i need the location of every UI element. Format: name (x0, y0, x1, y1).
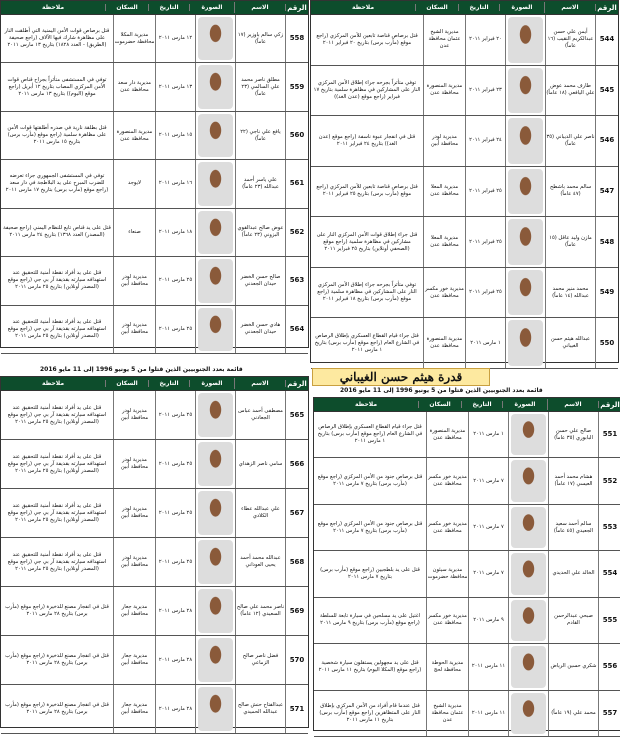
cell-name: هادي حسن الخضر حيدان الجعدني (236, 306, 286, 353)
column-name: الاسم (235, 4, 286, 11)
cell-note: قتل في انفجار عبوة ناسفة (راجع موقع (عدن الغد)) بتاريخ ٢٤ فبراير ٢٠١١ (311, 116, 424, 166)
cell-num: 568 (289, 557, 305, 566)
portrait-photo (509, 598, 549, 643)
column-date: التاريخ (149, 380, 190, 387)
cell-name: زكي سالم باوزير (١٧ عاماً) (236, 15, 286, 62)
cell-name: علي عبدالله عطاء الكلادي (236, 489, 286, 537)
portrait-photo (196, 587, 236, 635)
cell-note: قتل بطلقة نارية في صدره أطلقتها قوات الأمن على مظاهرة سلمية (راجع موقع (مأرب برس) بتاريخ ١٥ مارس ٢٠١١ (1, 112, 114, 159)
portrait-image (511, 646, 546, 687)
cell-date: ٢٨ مارس ٢٠١١ (156, 685, 196, 733)
column-photo: الصورة (190, 2, 235, 13)
column-note: ملاحظة (314, 401, 419, 408)
cell-residence: مديرية المعلا محافظة عدن (424, 217, 466, 267)
cell-date: ٢٨ مارس ٢٠١١ (156, 636, 196, 684)
cell-name: سالم أحمد سعيد الجعيدي (٤٥ عاماً) (549, 505, 599, 550)
cell-note: توفي متأثراً بجرحه جراء إطلاق الأمن المركزي النار على المشاركين في مظاهرة سلمية (راجع موقع (مأرب برس) بتاريخ ١٨ فبراير ٢٠١١ (311, 268, 424, 318)
cell-note: قتل جراء قيام القطاع العسكري بإطلاق الرصاص في الشارع العام (راجع موقع (مأرب برس) بتاريخ ١ مارس ٢٠١١ (311, 318, 424, 368)
portrait-image (198, 638, 233, 682)
cell-residence: مديرية لودر محافظة أبين (114, 538, 156, 586)
table-top-left (0, 0, 309, 348)
cell-residence: مديرية جعار محافظة أبين (114, 636, 156, 684)
table-title-right: قائمة بعدد الجنوبيين الذين قتلوا من 5 يونيو 1996 إلى 11 مايو 2016 (340, 387, 543, 394)
cell-name: سالم محمد باشطح (٤٧ عاماً) (546, 167, 596, 217)
cell-date: ٢٥ فبراير ٢٠١١ (466, 268, 506, 318)
cell-num: 571 (289, 704, 305, 713)
portrait-photo (506, 15, 546, 65)
cell-residence: مديرية لودر محافظة أبين (114, 440, 156, 488)
cell-name: عبدالله هيثم حسن الغيباني (546, 318, 596, 368)
table-header (311, 1, 618, 15)
table-row (1, 257, 308, 305)
column-number: الرقم (287, 3, 307, 12)
cell-name: عبدالفتاح حنش صالح عبدالله الحميدي (236, 685, 286, 733)
cell-note: قتل على يد قناص تابع للنظام اليمني (راجع صحيفة (المصدر) العدد ١٣٦٨) بتاريخ ٢٤ مارس ٢٠١١ (1, 209, 114, 256)
portrait-image (508, 17, 543, 63)
column-date: التاريخ (149, 4, 190, 11)
table-row (1, 440, 308, 489)
table-row (1, 15, 308, 63)
cell-note: قتل في انفجار مصنع للذخيرة (راجع موقع (مأرب برس) بتاريخ ٢٨ مارس ٢٠١١ (1, 587, 114, 635)
cell-note: قتل على يد أفراد نقطة أمنية للتحقيق عند استهدافه سيارته بقذيفة آر بي جي (راجع موقع (المصدر أونلاين) بتاريخ ٢٥ مارس ٢٠١١ (1, 257, 114, 304)
table-header (314, 398, 620, 412)
cell-date: ١١ مارس ٢٠١١ (469, 691, 509, 736)
cell-name: سامي ناصر الزهداي (236, 440, 286, 488)
portrait-photo (509, 551, 549, 596)
cell-date: ٧ مارس ٢٠١١ (469, 458, 509, 503)
cell-note: قتل على يد بلطجيين (راجع موقع (مأرب برس) بتاريخ ٧ مارس ٢٠١١ (314, 551, 427, 596)
cell-date: ١١ مارس ٢٠١١ (469, 644, 509, 689)
table-top-right (310, 0, 619, 363)
cell-residence: مديرية جعار محافظة أبين (114, 685, 156, 733)
column-note: ملاحظة (311, 4, 416, 11)
table-row (1, 636, 308, 685)
table-row (314, 505, 620, 551)
cell-date: ١٨ مارس ٢٠١١ (156, 209, 196, 256)
portrait-image (511, 507, 546, 548)
cell-residence: صنعاء (114, 209, 156, 256)
portrait-photo (506, 318, 546, 368)
cell-note: قتل على يد أفراد نقطة أمنية للتحقيق عند استهدافه سيارته بقذيفة آر بي جي (راجع موقع (المصدر أونلاين) بتاريخ ٢٥ مارس ٢٠١١ (1, 440, 114, 488)
column-number: الرقم (287, 379, 307, 388)
cell-residence: مديرية خور مكسر محافظة عدن (427, 505, 469, 550)
portrait-photo (196, 209, 236, 256)
portrait-photo (196, 538, 236, 586)
portrait-photo (506, 116, 546, 166)
cell-num: 562 (289, 227, 305, 236)
portrait-image (511, 553, 546, 594)
cell-note: قتل جراء إطلاق قوات الأمن المركزي النار على مشاركين في مظاهرة سلمية (راجع موقع (الصحفي أونلاين) بتاريخ ٢٥ فبراير ٢٠١١ (311, 217, 424, 267)
table-row (1, 685, 308, 734)
table-row (1, 489, 308, 538)
cell-note: قتل برصاص جنود من الأمن المركزي (راجع موقع (مأرب برس) بتاريخ ٧ مارس ٢٠١١ (314, 458, 427, 503)
cell-date: ٢٥ فبراير ٢٠١١ (466, 217, 506, 267)
cell-residence: مديرية لودر محافظة أبين (114, 257, 156, 304)
table-row (1, 391, 308, 440)
portrait-image (198, 491, 233, 535)
portrait-photo (506, 217, 546, 267)
table-row (1, 112, 308, 160)
table-row (311, 116, 618, 167)
cell-num: 552 (602, 476, 618, 485)
portrait-image (198, 114, 233, 157)
table-row (1, 538, 308, 587)
cell-num: 561 (289, 179, 305, 188)
cell-date: ٩ مارس ٢٠١١ (469, 598, 509, 643)
cell-num: 564 (289, 324, 305, 333)
column-name: الاسم (235, 380, 286, 387)
cell-num: 551 (602, 430, 618, 439)
table-row (314, 412, 620, 458)
cell-name: محمد منير محمد عبدالله (١٤ عاماً) (546, 268, 596, 318)
cell-num: 556 (602, 662, 618, 671)
portrait-photo (509, 412, 549, 457)
cell-residence: مديرية المنصورة محافظة عدن (427, 412, 469, 457)
cell-num: 565 (289, 410, 305, 419)
cell-num: 559 (289, 82, 305, 91)
cell-num: 570 (289, 655, 305, 664)
column-note: ملاحظة (1, 380, 106, 387)
cell-name: مطلق ناصر محمد علي السالمي (٢٣ عاماً) (236, 63, 286, 110)
cell-date: ١٢ مارس ٢٠١١ (156, 15, 196, 62)
column-residence: السكان (106, 380, 149, 387)
cell-name: عبدالله محمد أحمد يحيى العوذاني (236, 538, 286, 586)
column-number: الرقم (600, 400, 620, 409)
cell-note: قتل في انفجار مصنع للذخيرة (راجع موقع (مأرب برس) بتاريخ ٢٨ مارس ٢٠١١ (1, 685, 114, 733)
table-row (311, 66, 618, 117)
portrait-image (508, 219, 543, 265)
cell-note: قتل برصاص جنود من الأمن المركزي (راجع موقع (مأرب برس) بتاريخ ٧ مارس ٢٠١١ (314, 505, 427, 550)
cell-date: ١ مارس ٢٠١١ (469, 412, 509, 457)
portrait-image (198, 259, 233, 302)
portrait-photo (196, 636, 236, 684)
cell-num: 553 (602, 523, 618, 532)
table-row (314, 644, 620, 690)
table-row (1, 587, 308, 636)
column-date: التاريخ (459, 4, 500, 11)
cell-note: قتل برصاص قوات الأمن اليمنية التي أطلقت النار على مظاهرة شارك فيها الآلاف (راجع صحيفة (الطريق) - العدد ١٨٢٨) بتاريخ ١٣ مارس ٢٠١١ (1, 15, 114, 62)
portrait-photo (196, 391, 236, 439)
cell-date: ٢٥ مارس ٢٠١١ (156, 440, 196, 488)
cell-date: ١٣ مارس ٢٠١١ (156, 63, 196, 110)
table-row (311, 15, 618, 66)
cell-name: طارف محمد عوض علي اليافعي (١٨ عاماً) (546, 66, 596, 116)
cell-num: 557 (602, 708, 618, 717)
cell-residence: مديرية المنصورة محافظة عدن (424, 318, 466, 368)
table-row (311, 167, 618, 218)
portrait-photo (196, 489, 236, 537)
cell-name: صبحي عبدالرحمن القادم (549, 598, 599, 643)
portrait-photo (509, 458, 549, 503)
cell-num: 548 (599, 237, 615, 246)
cell-num: 558 (289, 34, 305, 43)
portrait-photo (506, 268, 546, 318)
column-note: ملاحظة (1, 4, 106, 11)
cell-residence: مديرية خور مكسر محافظة عدن (427, 598, 469, 643)
portrait-image (508, 68, 543, 114)
table-title-left: قائمة بعدد الجنوبيين الذين قتلوا من 5 يونيو 1996 إلى 11 مايو 2016 (40, 366, 243, 373)
cell-note: قتل برصاص قناصة تابعين للأمن المركزي (راجع موقع (مأرب برس) بتاريخ ٢٠ فبراير ٢٠١١ (311, 15, 424, 65)
table-row (1, 160, 308, 208)
portrait-image (198, 540, 233, 584)
portrait-photo (509, 644, 549, 689)
column-name: الاسم (545, 4, 596, 11)
column-number: الرقم (597, 3, 617, 12)
column-residence: السكان (106, 4, 149, 11)
table-row (311, 217, 618, 268)
table-row (314, 598, 620, 644)
cell-name: مصطفى أحمد عباس الجعادني (236, 391, 286, 439)
cell-residence: مديرية خور مكسر محافظة عدن (424, 268, 466, 318)
cell-date: ١٦ مارس ٢٠١١ (156, 160, 196, 207)
cell-note: قتل على يد أفراد نقطة أمنية للتحقيق عند استهدافه سيارته بقذيفة آر بي جي (راجع موقع (المصدر أونلاين) بتاريخ ٢٥ مارس ٢٠١١ (1, 489, 114, 537)
cell-num: 547 (599, 186, 615, 195)
cell-note: قتل عندما قام أفراد من الأمن المركزي بإطلاق النار على المتظاهرين (راجع موقع (مأرب برس) بتاريخ ١١ مارس ٢٠١١ (314, 691, 427, 736)
cell-date: ٢٤ فبراير ٢٠١١ (466, 116, 506, 166)
cell-note: اغتيل على يد مسلحين في سيارة تابعة للسلطة (راجع موقع (مأرب برس) بتاريخ ٩ مارس ٢٠١١ (314, 598, 427, 643)
cell-num: 555 (602, 615, 618, 624)
cell-name: عوض صالح عبدالقوي البزوني (٢٣ عاماً) (236, 209, 286, 256)
cell-num: 569 (289, 606, 305, 615)
cell-residence: مديرية المعلا محافظة عدن (424, 167, 466, 217)
cell-note: قتل على يد أفراد نقطة أمنية للتحقيق عند استهدافه سيارته بقذيفة آر بي جي (راجع موقع (المصدر أونلاين) بتاريخ ٢٥ مارس ٢٠١١ (1, 538, 114, 586)
cell-residence: مديرية سيئون محافظة حضرموت (427, 551, 469, 596)
portrait-photo (196, 63, 236, 110)
portrait-photo (196, 306, 236, 353)
cell-residence: مديرية لودر محافظة أبين (114, 391, 156, 439)
portrait-photo (196, 112, 236, 159)
portrait-image (508, 270, 543, 316)
portrait-photo (506, 66, 546, 116)
cell-name: فضل ناصر صالح الزماعي (236, 636, 286, 684)
cell-note: قتل على يد أفراد نقطة أمنية للتحقيق عند استهدافه سيارته بقذيفة آر بي جي (راجع موقع (المصدر أونلاين) بتاريخ ٢٥ مارس ٢٠١١ (1, 391, 114, 439)
portrait-photo (509, 691, 549, 736)
cell-name: الخالد علي الحديدي (549, 551, 599, 596)
cell-residence: مديرية لودر محافظة أبين (114, 306, 156, 353)
cell-residence: مديرية الحوطة محافظة لحج (427, 644, 469, 689)
column-residence: السكان (416, 4, 459, 11)
portrait-photo (506, 167, 546, 217)
table-row (314, 551, 620, 597)
table-row (311, 318, 618, 369)
column-photo: الصورة (190, 378, 235, 389)
portrait-image (198, 211, 233, 254)
cell-note: قتل في انفجار مصنع للذخيرة (راجع موقع (مأرب برس) بتاريخ ٢٨ مارس ٢٠١١ (1, 636, 114, 684)
cell-note: قتل جراء قيام القطاع العسكري بإطلاق الرصاص في الشارع العام (راجع موقع (مأرب برس) بتاريخ ١ مارس ٢٠١١ (314, 412, 427, 457)
cell-name: أيمن علي حسن عبدالكريم النقيب (١٦ عاماً) (546, 15, 596, 65)
cell-num: 549 (599, 288, 615, 297)
cell-residence: مديرية المنصورة محافظة عدن (424, 66, 466, 116)
portrait-photo (509, 505, 549, 550)
cell-note: توفي في المستشفى الجمهوري جراء تعرضه للضرب المبرح على يد البلاطجة في دار سعد (راجع موقع (مأرب برس) بتاريخ ١٧ مارس ٢٠١١ (1, 160, 114, 207)
cell-name: صالح حسن الخضر حيدان الجعدني (236, 257, 286, 304)
cell-date: ٢٣ فبراير ٢٠١١ (466, 66, 506, 116)
cell-date: ٢٥ مارس ٢٠١١ (156, 489, 196, 537)
portrait-photo (196, 685, 236, 733)
cell-residence: مديرية جعار محافظة أبين (114, 587, 156, 635)
cell-num: 563 (289, 276, 305, 285)
column-name: الاسم (548, 401, 599, 408)
cell-date: ٢٥ مارس ٢٠١١ (156, 538, 196, 586)
cell-residence: مديرية لودر محافظة أبين (114, 489, 156, 537)
cell-note: قتل على يد أفراد نقطة أمنية للتحقيق عند استهدافه سيارته بقذيفة آر بي جي (راجع موقع (المصدر أونلاين) بتاريخ ٢٥ مارس ٢٠١١ (1, 306, 114, 353)
cell-date: ١ مارس ٢٠١١ (466, 318, 506, 368)
cell-date: ٢٥ مارس ٢٠١١ (156, 306, 196, 353)
portrait-image (198, 393, 233, 437)
cell-name: ناصر محمد علي صالح السعيدي (١٢ عاماً) (236, 587, 286, 635)
cell-date: ٢٠ فبراير ٢٠١١ (466, 15, 506, 65)
cell-date: ٢٥ مارس ٢٠١١ (156, 391, 196, 439)
cell-note: توفي في المستشفى متأثراً بجراح قناص قوات الأمن المركزي المصاب بتاريخ ١٢ أبريل (راجع موقع (اليوم)) بتاريخ ١٣ مارس ٢٠١١ (1, 63, 114, 110)
cell-num: 554 (602, 569, 618, 578)
portrait-image (508, 320, 543, 366)
cell-name: محمد علي (١٩ عاماً) (549, 691, 599, 736)
portrait-photo (196, 440, 236, 488)
portrait-image (508, 118, 543, 164)
portrait-photo (196, 160, 236, 207)
cell-residence: مديرية لودر محافظة أبين (424, 116, 466, 166)
cell-num: 546 (599, 136, 615, 145)
cell-name: مازن وليد عاقل (١٥ عاماً) (546, 217, 596, 267)
cell-note: قتل على يد مجهولين يستقلون سيارة شخصية (راجع موقع (المكلا اليوم) بتاريخ ١١ مارس ٢٠١١ (314, 644, 427, 689)
table-row (1, 209, 308, 257)
table-bottom-left (0, 376, 309, 728)
table-row (314, 458, 620, 504)
cell-note: قتل برصاص قناصة تابعين للأمن المركزي (راجع موقع (مأرب برس) بتاريخ ٢٥ فبراير ٢٠١١ (311, 167, 424, 217)
portrait-image (198, 442, 233, 486)
portrait-image (511, 414, 546, 455)
cell-residence: مديرية المكلا محافظة حضرموت (114, 15, 156, 62)
table-row (1, 63, 308, 111)
portrait-image (508, 169, 543, 215)
cell-num: 566 (289, 459, 305, 468)
portrait-image (198, 162, 233, 205)
column-date: التاريخ (462, 401, 503, 408)
portrait-image (198, 589, 233, 633)
cell-name: علي ياسر أحمد عبدالله (٢٣ عاماً) (236, 160, 286, 207)
cell-num: 550 (599, 338, 615, 347)
portrait-photo (196, 257, 236, 304)
cell-name: شكري حسين الرياض (549, 644, 599, 689)
portrait-image (198, 308, 233, 351)
column-residence: السكان (419, 401, 462, 408)
column-photo: الصورة (503, 399, 548, 410)
cell-name: صالح علي حسن البابوري (٣٥ عاماً) (549, 412, 599, 457)
table-header (1, 1, 308, 15)
cell-date: ٢٨ مارس ٢٠١١ (156, 587, 196, 635)
column-photo: الصورة (500, 2, 545, 13)
cell-residence: مديرية المنصورة محافظة عدن (114, 112, 156, 159)
cell-date: ٢٥ فبراير ٢٠١١ (466, 167, 506, 217)
cell-residence: مديرية دار سعد محافظة عدن (114, 63, 156, 110)
portrait-image (511, 460, 546, 501)
cell-name: يافع علي ناجي (٢٢ عاماً) (236, 112, 286, 159)
cell-date: ١٥ مارس ٢٠١١ (156, 112, 196, 159)
cell-num: 560 (289, 131, 305, 140)
cell-date: ٢٥ مارس ٢٠١١ (156, 257, 196, 304)
portrait-image (511, 693, 546, 734)
cell-date: ٧ مارس ٢٠١١ (469, 505, 509, 550)
table-bottom-right (313, 397, 620, 731)
table-row (311, 268, 618, 319)
table-row (314, 691, 620, 737)
portrait-image (198, 687, 233, 731)
cell-note: توفي متأثراً بجرحه جراء إطلاق الأمن المركزي النار على المشاركين في مظاهرة سلمية بتاريخ ١٧ فبراير (راجع موقع (عدن الغد)) (311, 66, 424, 116)
cell-num: 567 (289, 508, 305, 517)
portrait-image (198, 65, 233, 108)
cell-residence: مديرية خور مكسر محافظة عدن (427, 458, 469, 503)
cell-residence: مديرية الشيخ عثمان محافظة عدن (427, 691, 469, 736)
portrait-photo (196, 15, 236, 62)
cell-num: 544 (599, 35, 615, 44)
cell-num: 545 (599, 85, 615, 94)
banner: قدرة هيثم حسن الغيباني (312, 368, 490, 386)
table-row (1, 306, 308, 354)
cell-residence: مديرية الشيخ عثمان محافظة عدن (424, 15, 466, 65)
cell-date: ٧ مارس ٢٠١١ (469, 551, 509, 596)
cell-name: ناصر علي الذيباني (٣٥ عاماً) (546, 116, 596, 166)
portrait-image (511, 600, 546, 641)
table-header (1, 377, 308, 391)
cell-name: هشام محمد أحمد العيسي (١٧ عاماً) (549, 458, 599, 503)
cell-residence: لايوجد (114, 160, 156, 207)
portrait-image (198, 17, 233, 60)
